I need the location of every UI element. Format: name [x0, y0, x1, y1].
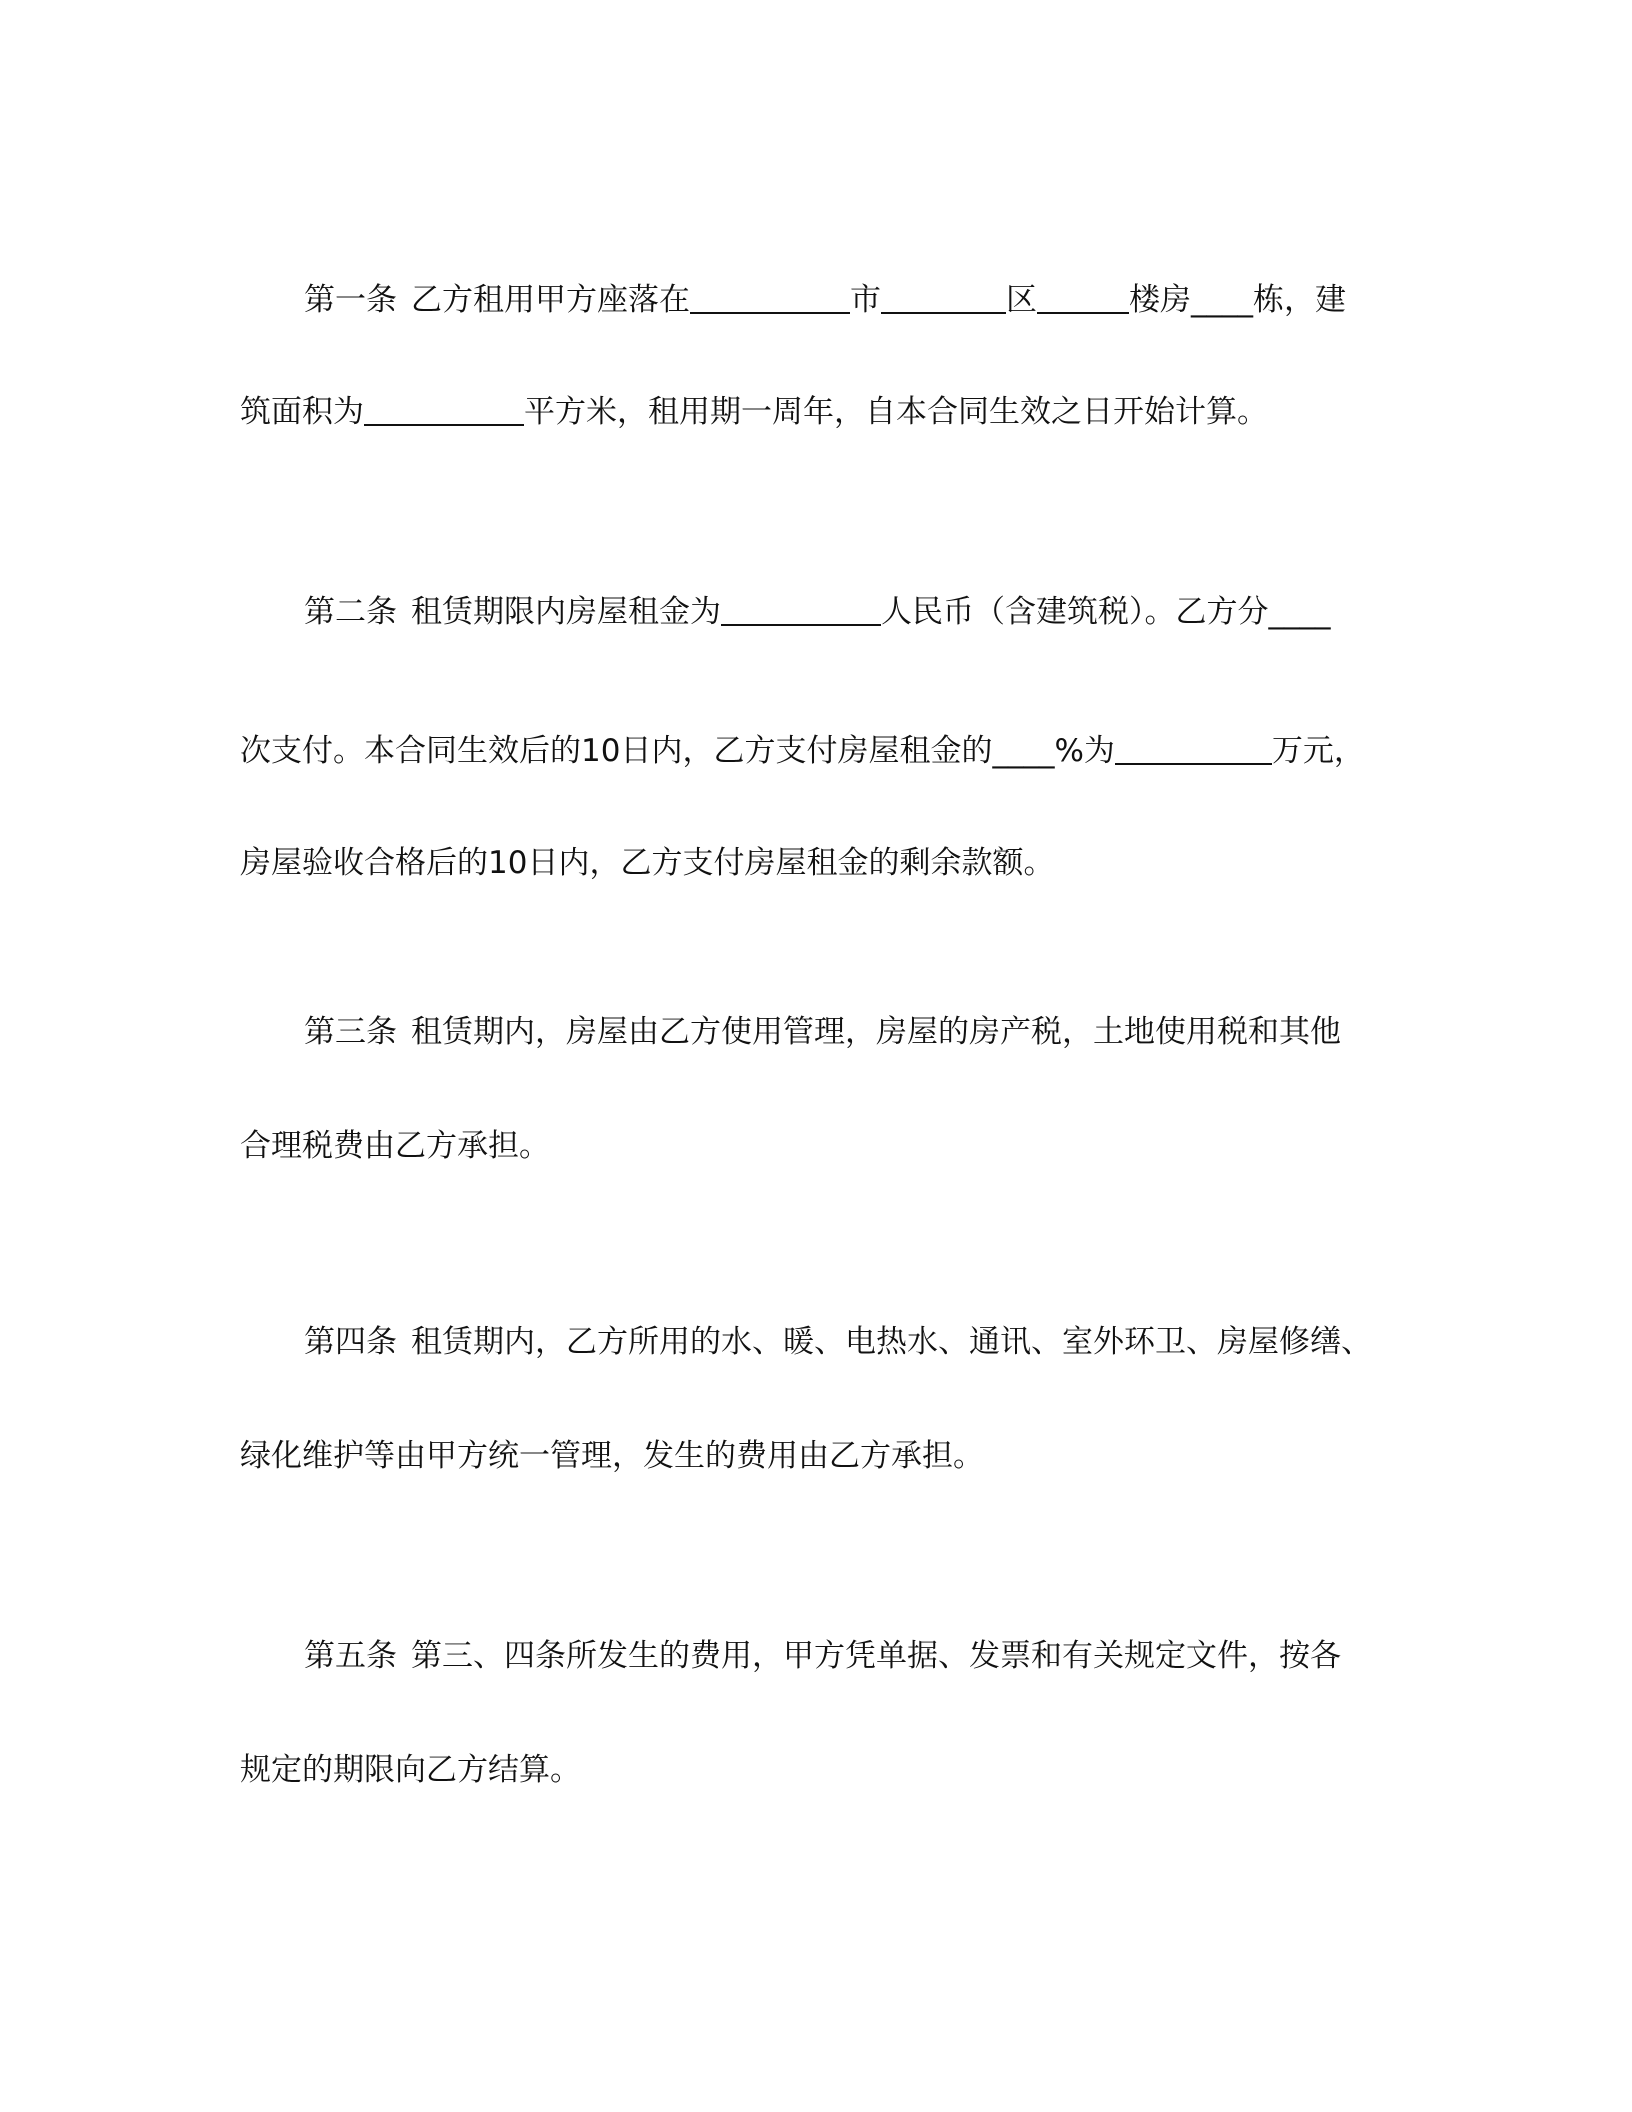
article-text: 人民币（含建筑税）。乙方分	[881, 594, 1269, 630]
article-3-line-2	[240, 1126, 1380, 1166]
article-text: 次支付。本合同生效后的10日内，乙方支付房屋租金的	[240, 733, 993, 769]
article-2-line-3	[240, 843, 1380, 883]
article-number: 第五条	[304, 1638, 397, 1674]
article-1-line-2	[240, 392, 1380, 432]
article-text: 万元，	[1271, 733, 1365, 769]
article-2	[240, 592, 1380, 883]
article-text: 租赁期内，房屋由乙方使用管理，房屋的房产税，土地使用税和其他	[411, 1014, 1341, 1050]
percent-blank[interactable]: ____	[992, 733, 1055, 769]
article-4-line-2	[240, 1436, 1380, 1476]
article-text: 平方米，租用期一周年，自本合同生效之日开始计算。	[524, 394, 1268, 430]
article-3	[240, 1012, 1380, 1166]
article-5	[240, 1636, 1380, 1790]
article-5-line-2	[240, 1750, 1380, 1790]
article-4-line-1	[240, 1322, 1380, 1362]
article-text: 规定的期限向乙方结算。	[240, 1752, 581, 1788]
article-text: 第三、四条所发生的费用，甲方凭单据、发票和有关规定文件，按各	[411, 1638, 1341, 1674]
rent-amount-blank[interactable]	[721, 594, 881, 626]
article-number: 第一条	[304, 282, 397, 318]
article-3-line-1	[240, 1012, 1380, 1052]
article-text: 绿化维护等由甲方统一管理，发生的费用由乙方承担。	[240, 1438, 984, 1474]
payment-amount-blank[interactable]	[1115, 733, 1272, 765]
district-blank[interactable]	[881, 282, 1006, 314]
city-blank[interactable]	[690, 282, 850, 314]
article-text: 筑面积为	[240, 394, 364, 430]
unit-count-blank[interactable]: ____	[1191, 282, 1253, 318]
article-2-line-1	[240, 592, 1380, 632]
area-blank[interactable]	[364, 394, 524, 426]
article-number: 第四条	[304, 1324, 397, 1360]
article-5-line-1	[240, 1636, 1380, 1676]
article-1	[240, 280, 1380, 432]
article-text: 市	[850, 282, 881, 318]
article-text: %为	[1054, 733, 1115, 769]
installments-blank[interactable]: ____	[1268, 594, 1331, 630]
article-number: 第三条	[304, 1014, 397, 1050]
article-text: 乙方租用甲方座落在	[411, 282, 690, 318]
article-text: 楼房	[1129, 282, 1191, 318]
article-4	[240, 1322, 1380, 1476]
article-text: 房屋验收合格后的10日内，乙方支付房屋租金的剩余款额。	[240, 845, 1055, 881]
article-1-line-1	[240, 280, 1380, 320]
article-number: 第二条	[304, 594, 397, 630]
article-text: 栋，建	[1253, 282, 1346, 318]
article-text: 区	[1006, 282, 1037, 318]
building-blank[interactable]	[1037, 282, 1129, 314]
article-text: 租赁期限内房屋租金为	[411, 594, 721, 630]
article-text: 租赁期内，乙方所用的水、暖、电热水、通讯、室外环卫、房屋修缮、	[411, 1324, 1372, 1360]
article-2-line-2	[240, 731, 1380, 771]
article-text: 合理税费由乙方承担。	[240, 1128, 550, 1164]
